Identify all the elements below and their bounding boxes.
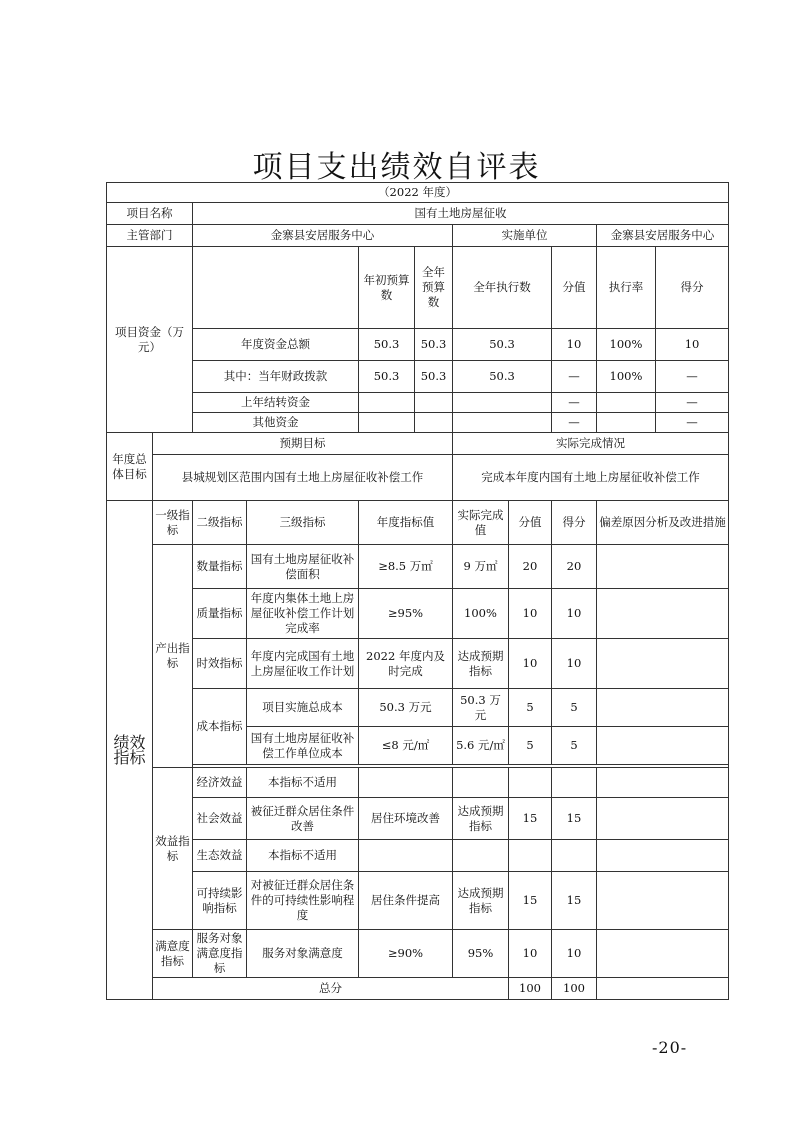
economic-label: 经济效益 [193, 768, 247, 798]
funds-score: — [656, 393, 729, 413]
funds-score: — [656, 361, 729, 393]
indicator-name: 年度内完成国有土地上房屋征收工作计划 [247, 639, 359, 689]
funds-header-blank [193, 247, 359, 329]
indicator-value: 10 [509, 930, 552, 978]
funds-value: — [552, 413, 597, 433]
funds-rate [597, 413, 656, 433]
funds-row-other [107, 413, 729, 433]
lvl3-header: 三级指标 [247, 501, 359, 545]
score-header: 得分 [552, 501, 597, 545]
year-value-header: 年度指标值 [359, 501, 453, 545]
indicator-name: 本指标不适用 [247, 768, 359, 798]
indicator-value: 10 [509, 639, 552, 689]
indicator-row-timeliness [107, 639, 729, 689]
year-cell: （2022 年度） [107, 183, 729, 203]
funds-init [359, 393, 415, 413]
indicator-deviation [597, 872, 729, 930]
indicator-deviation [597, 689, 729, 727]
indicator-score: 5 [552, 689, 597, 727]
indicator-deviation [597, 589, 729, 639]
total-label: 总分 [153, 978, 509, 1000]
indicator-target: 50.3 万元 [359, 689, 453, 727]
indicator-value: 15 [509, 872, 552, 930]
indicator-row-satisfaction [107, 930, 729, 978]
indicator-score [552, 840, 597, 872]
deviation-header: 偏差原因分析及改进措施 [597, 501, 729, 545]
indicator-score: 10 [552, 930, 597, 978]
funds-full [415, 413, 453, 433]
indicator-score [552, 768, 597, 798]
expected-goal-header: 预期目标 [153, 433, 453, 455]
indicator-actual: 达成预期指标 [453, 798, 509, 840]
funds-full: 50.3 [415, 329, 453, 361]
total-row [107, 978, 729, 1000]
impl-unit-value: 金寨县安居服务中心 [597, 225, 729, 247]
indicator-deviation [597, 639, 729, 689]
init-budget-header: 年初预算数 [359, 247, 415, 329]
dept-value: 金寨县安居服务中心 [193, 225, 453, 247]
indicator-deviation [597, 545, 729, 589]
dept-label: 主管部门 [107, 225, 193, 247]
funds-init [359, 413, 415, 433]
lvl1-header: 一级指标 [153, 501, 193, 545]
indicator-value: 5 [509, 689, 552, 727]
indicator-value [509, 840, 552, 872]
indicator-name: 服务对象满意度 [247, 930, 359, 978]
total-value: 100 [509, 978, 552, 1000]
indicator-deviation [597, 798, 729, 840]
funds-exec: 50.3 [453, 329, 552, 361]
full-budget-header: 全年预算数 [415, 247, 453, 329]
indicator-target: ≥95% [359, 589, 453, 639]
project-name-value: 国有土地房屋征收 [193, 203, 729, 225]
sustainable-label: 可持续影响指标 [193, 872, 247, 930]
funds-score: — [656, 413, 729, 433]
score-value-header: 分值 [552, 247, 597, 329]
page-title: 项目支出绩效自评表 [252, 150, 541, 185]
perf-label: 绩效指标 [107, 501, 153, 1000]
indicator-actual [453, 768, 509, 798]
indicator-actual: 95% [453, 930, 509, 978]
exec-rate-header: 执行率 [597, 247, 656, 329]
benefit-label: 效益指标 [153, 768, 193, 930]
funds-exec: 50.3 [453, 361, 552, 393]
indicator-value [509, 768, 552, 798]
funds-full: 50.3 [415, 361, 453, 393]
funds-score: 10 [656, 329, 729, 361]
indicator-target: ≥90% [359, 930, 453, 978]
indicator-actual: 达成预期指标 [453, 639, 509, 689]
indicator-actual [453, 840, 509, 872]
indicator-value: 10 [509, 589, 552, 639]
satisfaction-label: 满意度指标 [153, 930, 193, 978]
indicator-value: 15 [509, 798, 552, 840]
funds-row-label: 年度资金总额 [193, 329, 359, 361]
indicator-score: 20 [552, 545, 597, 589]
indicator-name: 对被征迁群众居住条件的可持续性影响程度 [247, 872, 359, 930]
funds-init: 50.3 [359, 361, 415, 393]
indicator-score: 10 [552, 639, 597, 689]
quality-label: 质量指标 [193, 589, 247, 639]
indicator-actual: 达成预期指标 [453, 872, 509, 930]
funds-rate: 100% [597, 329, 656, 361]
indicator-actual: 5.6 元/㎡ [453, 727, 509, 765]
indicator-target [359, 768, 453, 798]
indicator-name: 被征迁群众居住条件改善 [247, 798, 359, 840]
indicator-deviation [597, 727, 729, 765]
funds-row-total [107, 329, 729, 361]
indicator-target: ≥8.5 万㎡ [359, 545, 453, 589]
indicator-row-cost-total [107, 689, 729, 727]
funds-rate [597, 393, 656, 413]
funds-row-carryover [107, 393, 729, 413]
funds-value: 10 [552, 329, 597, 361]
indicator-score: 15 [552, 872, 597, 930]
goal-label: 年度总体目标 [107, 433, 153, 501]
indicator-row-ecological [107, 840, 729, 872]
impl-unit-label: 实施单位 [453, 225, 597, 247]
indicator-actual: 9 万㎡ [453, 545, 509, 589]
indicator-score: 15 [552, 798, 597, 840]
indicator-actual: 100% [453, 589, 509, 639]
social-label: 社会效益 [193, 798, 247, 840]
indicator-name: 项目实施总成本 [247, 689, 359, 727]
indicator-value: 5 [509, 727, 552, 765]
total-score: 100 [552, 978, 597, 1000]
indicator-target: 2022 年度内及时完成 [359, 639, 453, 689]
indicator-target: ≤8 元/㎡ [359, 727, 453, 765]
indicator-row-economic [107, 768, 729, 798]
indicator-row-quantity [107, 545, 729, 589]
cost-label: 成本指标 [193, 689, 247, 765]
actual-header: 实际完成情况 [453, 433, 729, 455]
funds-row-label: 上年结转资金 [193, 393, 359, 413]
funds-row-fiscal [107, 361, 729, 393]
output-label: 产出指标 [153, 545, 193, 768]
funds-row-label: 其他资金 [193, 413, 359, 433]
quantity-label: 数量指标 [193, 545, 247, 589]
total-deviation [597, 978, 729, 1000]
indicator-deviation [597, 840, 729, 872]
indicator-target: 居住环境改善 [359, 798, 453, 840]
indicator-deviation [597, 930, 729, 978]
value-header: 分值 [509, 501, 552, 545]
indicator-row-social [107, 798, 729, 840]
indicator-row-quality [107, 589, 729, 639]
indicator-name: 国有土地房屋征收补偿面积 [247, 545, 359, 589]
funds-exec [453, 413, 552, 433]
indicator-name: 国有土地房屋征收补偿工作单位成本 [247, 727, 359, 765]
score-header: 得分 [656, 247, 729, 329]
indicator-value: 20 [509, 545, 552, 589]
indicator-score: 5 [552, 727, 597, 765]
funds-init: 50.3 [359, 329, 415, 361]
timeliness-label: 时效指标 [193, 639, 247, 689]
project-name-label: 项目名称 [107, 203, 193, 225]
indicator-name: 年度内集体土地上房屋征收补偿工作计划完成率 [247, 589, 359, 639]
evaluation-table [106, 182, 729, 1000]
page-number: -20- [652, 1038, 688, 1057]
indicator-target [359, 840, 453, 872]
satisfaction-sub-label: 服务对象满意度指标 [193, 930, 247, 978]
funds-exec [453, 393, 552, 413]
lvl2-header: 二级指标 [193, 501, 247, 545]
expected-goal-text: 县城规划区范围内国有土地上房屋征收补偿工作 [153, 455, 453, 501]
funds-rate: 100% [597, 361, 656, 393]
funds-value: — [552, 393, 597, 413]
funds-full [415, 393, 453, 413]
indicator-row-sustainable [107, 872, 729, 930]
ecological-label: 生态效益 [193, 840, 247, 872]
indicator-target: 居住条件提高 [359, 872, 453, 930]
indicator-actual: 50.3 万元 [453, 689, 509, 727]
full-exec-header: 全年执行数 [453, 247, 552, 329]
indicator-deviation [597, 768, 729, 798]
actual-goal-text: 完成本年度内国有土地上房屋征收补偿工作 [453, 455, 729, 501]
indicator-score: 10 [552, 589, 597, 639]
funds-row-label: 其中：当年财政拨款 [193, 361, 359, 393]
indicator-name: 本指标不适用 [247, 840, 359, 872]
funds-label: 项目资金（万元） [107, 247, 193, 433]
actual-value-header: 实际完成值 [453, 501, 509, 545]
funds-value: — [552, 361, 597, 393]
